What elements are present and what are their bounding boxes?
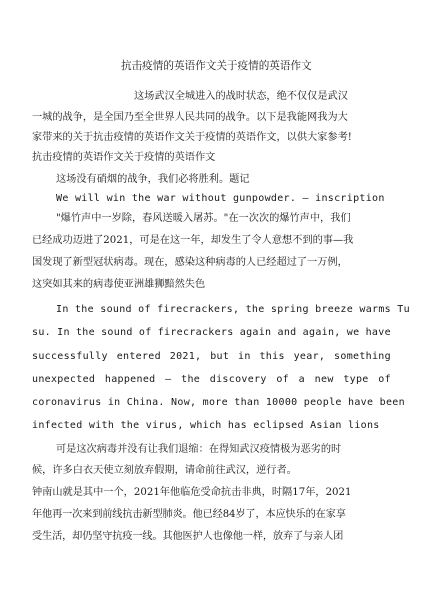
- word: a: [298, 374, 305, 385]
- intro-line-3: 家带来的关于抗击疫情的英语作文关于疫情的英语作文，以供大家参考!: [32, 132, 352, 143]
- word: this: [259, 351, 285, 362]
- word: successfully: [32, 351, 108, 362]
- inscription-cn: 这场没有硝烟的战争，我们必将胜利。题记: [56, 174, 250, 185]
- word: have: [365, 327, 391, 338]
- word: of: [138, 327, 152, 338]
- word: in: [238, 351, 251, 362]
- para1-en-line-1: In the sound of firecrackers, the spring breeze warms Tu: [56, 304, 410, 315]
- para2-cn-line-4: 年他再一次来到前线抗击新型肺炎。他已经84岁了，本应快乐的在家享: [32, 509, 346, 520]
- word: year,: [293, 351, 326, 362]
- para2-cn-line-5: 受生活，却仍坚守抗疫一线。其他医护人也像他一样，放弃了与亲人团: [32, 531, 344, 542]
- para1-en-line-4: [32, 373, 391, 386]
- para1-cn-line-4: 这突如其来的病毒使亚洲雄狮黯然失色: [32, 279, 206, 290]
- document-title: 抗击疫情的英语作文关于疫情的英语作文: [121, 60, 312, 72]
- intro-line-4: 抗击疫情的英语作文关于疫情的英语作文: [32, 152, 216, 163]
- word: new: [314, 374, 334, 385]
- word: In: [57, 327, 70, 338]
- para2-cn-line-1: 可是这次病毒并没有让我们退缩：在得知武汉疫情极为恶劣的时: [56, 444, 342, 455]
- word: sound: [101, 327, 133, 338]
- para1-en-line-3: [32, 350, 391, 363]
- word: again: [239, 327, 272, 338]
- word: something: [334, 351, 391, 362]
- word: –: [165, 374, 172, 385]
- word: we: [346, 327, 360, 338]
- word: of: [378, 374, 391, 385]
- para1-en-line-5: coronavirus in China. Now, more than 10000 people have been: [32, 397, 405, 408]
- word: of: [276, 374, 289, 385]
- word: su.: [32, 327, 51, 338]
- word: happened: [104, 374, 156, 385]
- word: and: [277, 327, 297, 338]
- para2-cn-line-3: 钟南山就是其中一个，2021年他临危受命抗击非典，时隔17年，2021: [32, 487, 352, 498]
- word: the: [75, 327, 95, 338]
- word: 2021,: [169, 351, 202, 362]
- intro-line-2: 一城的战争，是全国乃至全世界人民共同的战争。以下是我能网我为大: [32, 112, 348, 123]
- word: again,: [302, 327, 341, 338]
- intro-line-1: 这场武汉全城进入的战时状态，绝不仅仅是武汉: [134, 91, 348, 102]
- para1-en-line-2: [32, 326, 391, 339]
- para1-cn-line-2: 已经成功迈进了2021，可是在这一年，却发生了令人意想不到的事—我: [32, 235, 354, 246]
- word: discovery: [209, 374, 267, 385]
- para1-cn-line-1: "爆竹声中一岁除，春风送暖入屠苏。"在一次次的爆竹声中，我们: [56, 213, 351, 224]
- word: the: [181, 374, 201, 385]
- word: firecrackers: [157, 327, 234, 338]
- word: entered: [116, 351, 161, 362]
- para2-cn-line-2: 候，许多白衣天使立刻放弃假期，请命前往武汉，逆行者。: [32, 465, 297, 476]
- para1-cn-line-3: 国发现了新型冠状病毒。现在，感染这种病毒的人已经超过了一万例，: [32, 257, 348, 268]
- word: type: [343, 374, 369, 385]
- inscription-en: We will win the war without gunpowder. — inscription: [56, 193, 385, 204]
- word: but: [210, 351, 230, 362]
- para1-en-line-6: infected with the virus, which has eclipsed Asian lions: [32, 420, 380, 431]
- word: unexpected: [32, 374, 96, 385]
